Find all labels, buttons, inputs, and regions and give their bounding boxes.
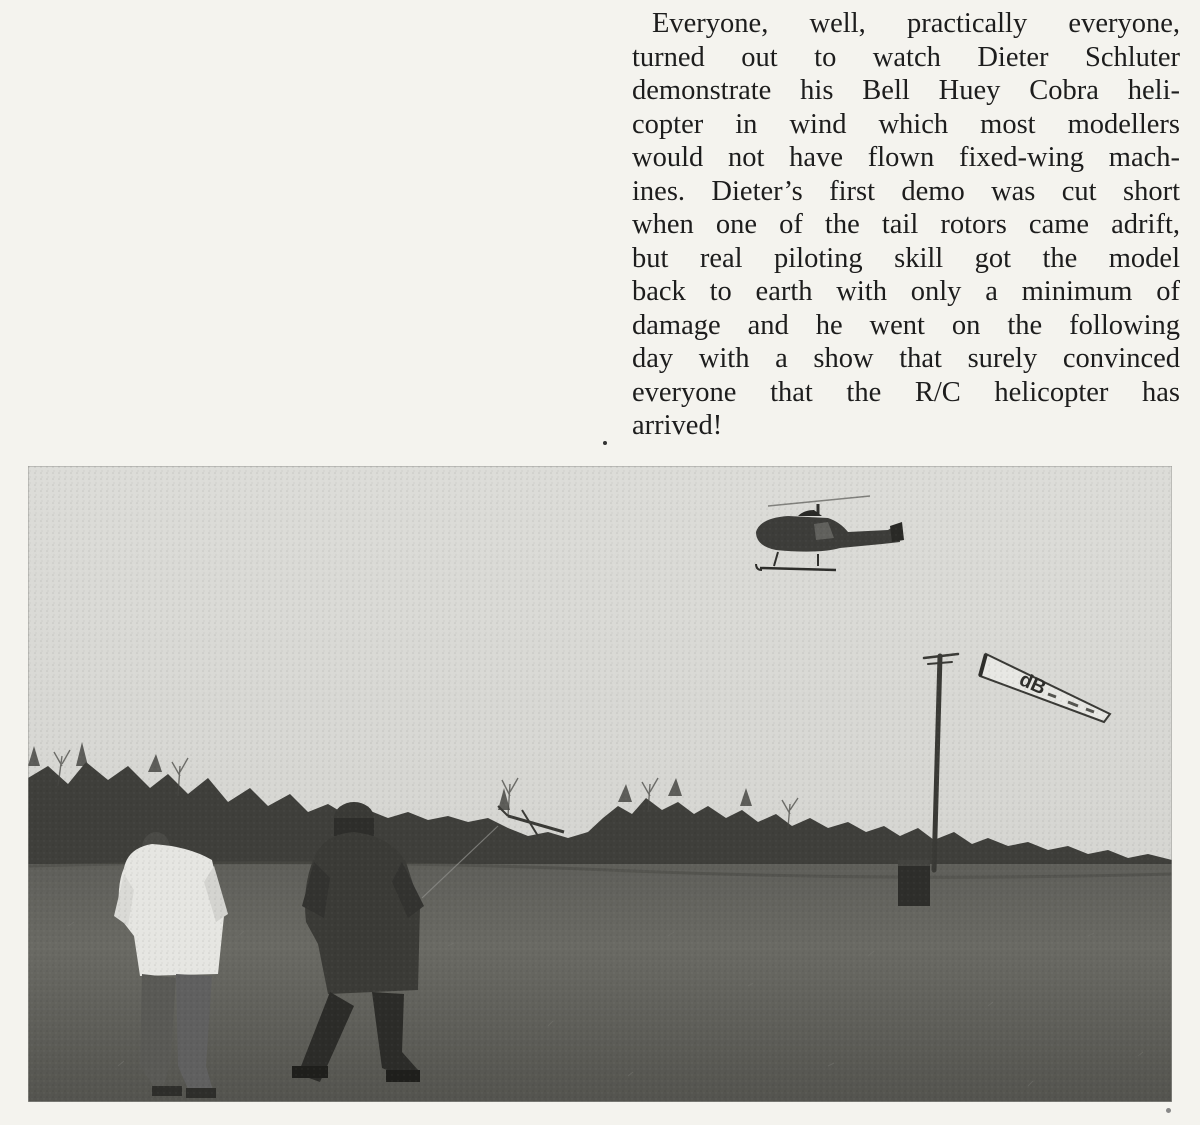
article-line: would not have flown fixed-wing mach- [632, 142, 1180, 173]
field-photo-drawing [28, 466, 1172, 1102]
article-line: back to earth with only a minimum of [632, 276, 1180, 307]
article-column [632, 0, 1180, 450]
print-speck [603, 441, 607, 445]
article-line: turned out to watch Dieter Schluter [632, 42, 1180, 73]
field-photo [28, 466, 1172, 1102]
article-line: ines. Dieter’s first demo was cut short [632, 176, 1180, 207]
article-line: day with a show that surely convinced [632, 343, 1180, 374]
article-line: everyone that the R/C helicopter has [632, 377, 1180, 408]
article-line: but real piloting skill got the model [632, 243, 1180, 274]
article-line-last: arrived! [632, 410, 723, 441]
print-speck [1166, 1108, 1171, 1113]
print-grain [28, 466, 1172, 1102]
article-line: copter in wind which most modellers [632, 109, 1180, 140]
article-line: damage and he went on the following [632, 310, 1180, 341]
article-line: demonstrate his Bell Huey Cobra heli- [632, 75, 1180, 106]
article-line: Everyone, well, practically everyone, [652, 8, 1180, 39]
article-line: when one of the tail rotors came adrift, [632, 209, 1180, 240]
